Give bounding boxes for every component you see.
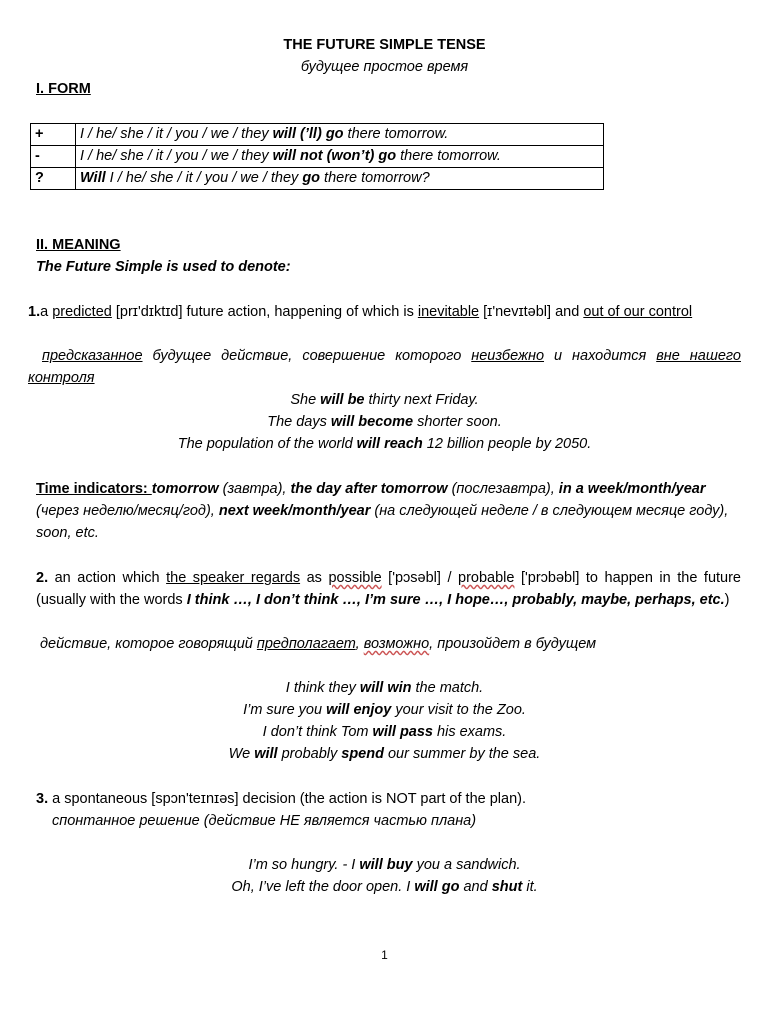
form-table (30, 123, 604, 190)
form-heading: I. FORM (36, 81, 91, 97)
sign-cell: - (31, 146, 76, 168)
example-list-2 (28, 677, 741, 765)
meaning-1-ru: предсказанное будущее действие, совершение которого неизбежно и находится вне нашего контроля (28, 348, 741, 386)
document-page (28, 0, 741, 1024)
meaning-2-ru: действие, которое говорящий предполагает, возможно, произойдет в будущем (40, 636, 597, 652)
page-title: THE FUTURE SIMPLE TENSE (283, 37, 486, 53)
meaning-1: 1.a predicted [prɪ'dɪktɪd] future action, happening of which is inevitable [ɪ'nevɪtəbl] and out of our control (28, 304, 693, 320)
meaning-heading: II. MEANING (36, 237, 121, 253)
form-cell: I / he/ she / it / you / we / they will (’ll) go there tomorrow. (76, 124, 604, 146)
meaning-3-ru: спонтанное решение (действие НЕ является частью плана) (52, 813, 477, 829)
table-row (31, 168, 604, 190)
table-row (31, 124, 604, 146)
example-sentence: We will probably spend our summer by the sea. (228, 746, 541, 762)
meaning-2: 2. an action which the speaker regards as possible ['pɔsəbl] / probable ['prɔbəbl] to happen in the future (usually with the words I think …, I don’t think …, I’m sure …, I hope…, probably, maybe, perhaps, etc.) (36, 570, 742, 608)
example-sentence: I’m so hungry. - I will buy you a sandwich. (248, 857, 521, 873)
example-sentence: I think they will win the match. (285, 680, 484, 696)
meaning-intro: The Future Simple is used to denote: (36, 259, 291, 275)
page-subtitle: будущее простое время (300, 59, 469, 75)
example-sentence: The population of the world will reach 12 billion people by 2050. (177, 436, 592, 452)
example-sentence: I don’t think Tom will pass his exams. (262, 724, 507, 740)
sign-cell: + (31, 124, 76, 146)
form-cell: I / he/ she / it / you / we / they will not (won’t) go there tomorrow. (76, 146, 604, 168)
page-number: 1 (381, 948, 388, 962)
time-indicators: Time indicators: tomorrow (завтра), the day after tomorrow (послезавтра), in a week/month/year (через неделю/месяц/год), next week/month/year (на следующей неделе / в следующем месяце году), soon, etc. (36, 481, 729, 541)
meaning-3: 3. a spontaneous [spɔn'teɪnɪəs] decision (the action is NOT part of the plan). (36, 791, 526, 807)
example-sentence: Oh, I’ve left the door open. I will go and shut it. (231, 879, 538, 895)
sign-cell: ? (31, 168, 76, 190)
example-list-1 (28, 389, 741, 455)
example-sentence: The days will become shorter soon. (267, 414, 502, 430)
form-cell: Will I / he/ she / it / you / we / they go there tomorrow? (76, 168, 604, 190)
example-sentence: I’m sure you will enjoy your visit to the Zoo. (243, 702, 526, 718)
example-sentence: She will be thirty next Friday. (290, 392, 479, 408)
table-row (31, 146, 604, 168)
example-list-3 (28, 854, 741, 898)
